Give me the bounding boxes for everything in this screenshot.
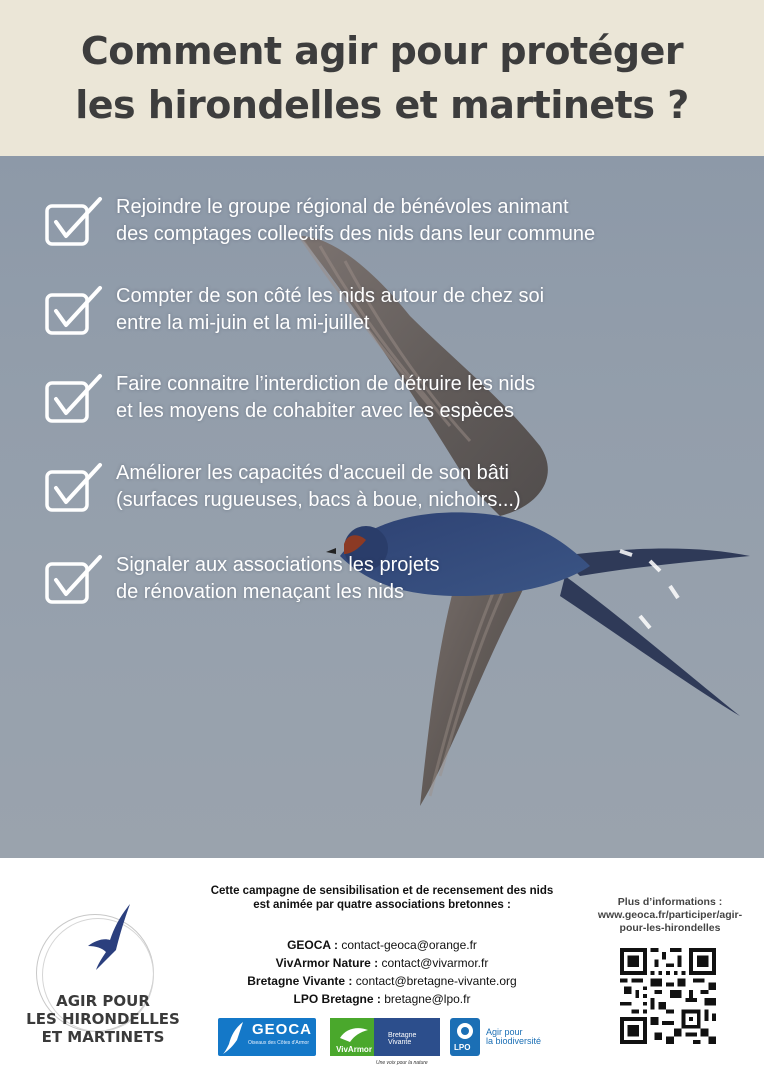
- info-label: Plus d’informations :: [617, 896, 723, 908]
- checkbox-check-icon: [44, 554, 104, 606]
- intro-line: Cette campagne de sensibilisation et de recensement des nids: [210, 885, 554, 897]
- geoca-logo: [218, 1018, 316, 1056]
- checkbox-check-icon: [44, 462, 104, 514]
- action-line: des comptages collectifs des nids dans leur commune: [116, 223, 596, 245]
- header-banner: [0, 0, 764, 156]
- action-item: [0, 283, 764, 353]
- checkbox-check-icon: [44, 373, 104, 425]
- contact-email[interactable]: bretagne@lpo.fr: [384, 992, 471, 1006]
- bretagne-vivante-name: Bretagne Vivante: [388, 1032, 417, 1046]
- partner-logos: [218, 1018, 548, 1066]
- geoca-name: GEOCA: [252, 1021, 313, 1038]
- info-url[interactable]: pour-les-hirondelles: [619, 922, 721, 934]
- title-line-2: les hirondelles et martinets ?: [75, 83, 689, 127]
- lpo-tagline-line: Agir pour: [486, 1027, 523, 1037]
- logo-line: AGIR POUR: [56, 992, 150, 1010]
- action-line: Rejoindre le groupe régional de bénévoles animant: [116, 196, 569, 218]
- contact-name: GEOCA :: [287, 938, 338, 952]
- action-text: [116, 552, 736, 606]
- action-item: [0, 552, 764, 622]
- campaign-logo: [18, 894, 188, 1044]
- campaign-info: [196, 884, 568, 1008]
- info-url[interactable]: www.geoca.fr/participer/agir-: [597, 909, 743, 921]
- bretagne-vivante-logo: [374, 1018, 440, 1066]
- footer: [0, 858, 764, 1070]
- action-text: [116, 460, 736, 514]
- contact-lpo: [196, 990, 568, 1008]
- logo-text: [18, 992, 188, 1046]
- action-line: et les moyens de cohabiter avec les espèces: [116, 400, 514, 422]
- lpo-tagline: [486, 1028, 541, 1046]
- qr-code[interactable]: [620, 948, 716, 1044]
- bird-icon: [221, 1018, 249, 1056]
- action-line: de rénovation menaçant les nids: [116, 581, 404, 603]
- action-line: Signaler aux associations les projets: [116, 554, 440, 576]
- contact-list: [196, 936, 568, 1008]
- swallow-logo-icon: [74, 902, 144, 972]
- checkbox-check-icon: [44, 285, 104, 337]
- action-line: Améliorer les capacités d'accueil de son bâti: [116, 462, 509, 484]
- contact-email[interactable]: contact@bretagne-vivante.org: [355, 974, 517, 988]
- more-info: [582, 896, 758, 935]
- lpo-tagline-line: la biodiversité: [486, 1036, 542, 1046]
- action-item: [0, 460, 764, 530]
- action-item: [0, 371, 764, 441]
- contact-vivarmor: [196, 954, 568, 972]
- action-line: entre la mi-juin et la mi-juillet: [116, 312, 370, 334]
- action-text: [116, 283, 736, 337]
- intro-line: est animée par quatre associations bretonnes :: [253, 899, 511, 911]
- bretagne-vivante-tagline: Une voix pour la nature: [376, 1060, 428, 1066]
- action-line: Compter de son côté les nids autour de chez soi: [116, 285, 545, 307]
- contact-bretagne-vivante: [196, 972, 568, 990]
- lpo-logo: [450, 1018, 480, 1056]
- contact-name: VivArmor Nature :: [275, 956, 379, 970]
- contact-name: Bretagne Vivante :: [247, 974, 353, 988]
- geoca-subtitle: Oiseaux des Côtes d'Armor: [248, 1040, 309, 1046]
- contact-email[interactable]: contact-geoca@orange.fr: [341, 938, 477, 952]
- logo-line: ET MARTINETS: [41, 1028, 165, 1046]
- action-item: [0, 194, 764, 264]
- action-list: [0, 156, 764, 858]
- swallow-photo: [0, 156, 764, 858]
- action-line: Faire connaitre l’interdiction de détruire les nids: [116, 373, 536, 395]
- action-line: (surfaces rugueuses, bacs à boue, nichoirs...): [116, 489, 521, 511]
- checkbox-check-icon: [44, 196, 104, 248]
- logo-line: LES HIRONDELLES: [26, 1010, 180, 1028]
- page-title: [0, 24, 764, 132]
- bird-icon: [330, 1020, 378, 1046]
- lpo-name: LPO: [454, 1043, 471, 1052]
- title-line-1: Comment agir pour protéger: [80, 29, 684, 73]
- contact-geoca: [196, 936, 568, 954]
- contact-email[interactable]: contact@vivarmor.fr: [381, 956, 489, 970]
- action-text: [116, 194, 736, 248]
- vivarmor-name: VivArmor: [336, 1045, 372, 1054]
- vivarmor-logo: [330, 1018, 378, 1056]
- action-text: [116, 371, 736, 425]
- contact-name: LPO Bretagne :: [293, 992, 381, 1006]
- campaign-intro: [196, 884, 568, 912]
- bird-icon: [450, 1020, 480, 1042]
